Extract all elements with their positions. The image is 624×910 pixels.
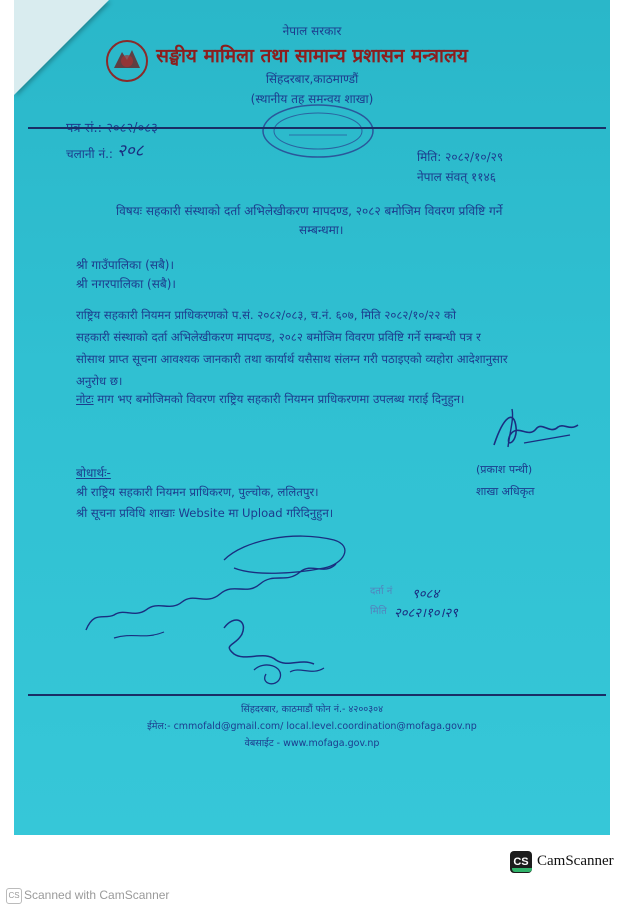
scanned-letter — [14, 0, 610, 835]
signatory-title: शाखा अधिकृत — [476, 485, 535, 498]
government-heading: नेपाल सरकार — [282, 24, 342, 38]
body-line-1: राष्ट्रिय सहकारी नियमन प्राधिकरणको प.सं. २०८२/०८३, च.नं. ६०७, मिति २०८२/१०/२२ को — [76, 308, 456, 322]
note-label: नोटः — [76, 392, 94, 406]
body-line-4: अनुरोध छ। — [76, 374, 123, 388]
addressee-municipal: श्री नगरपालिका (सबै)। — [76, 277, 176, 291]
dispatch-number-handwritten: २०८ — [117, 141, 144, 161]
received-stamp-label: दर्ता नं — [370, 586, 393, 597]
footer-rule — [28, 694, 606, 696]
office-seal-stamp — [259, 102, 377, 160]
handwritten-initials — [204, 610, 344, 690]
addressee-rural: श्री गाउँपालिका (सबै)। — [76, 258, 175, 272]
footer-email: ईमेल:- cmmofald@gmail.com/ local.level.coordination@mofaga.gov.np — [147, 721, 477, 732]
footer-website: वेबसाईट - www.mofaga.gov.np — [244, 738, 380, 749]
received-stamp-number: ९०८४ — [412, 587, 440, 602]
signatory-name: (प्रकाश पन्थी) — [476, 463, 533, 476]
branch-name: (स्थानीय तह समन्वय शाखा) — [250, 92, 374, 106]
camscanner-logo-bar — [512, 868, 532, 872]
nepal-sambat: नेपाल संवत् ११४६ — [417, 170, 496, 184]
camscanner-footer-text: Scanned with CamScanner — [24, 888, 170, 902]
note — [76, 392, 464, 407]
note-text: माग भए बमोजिमको विवरण राष्ट्रिय सहकारी नियमन प्राधिकरणमा उपलब्ध गराई दिनुहुन। — [93, 392, 465, 406]
cc-label: बोधार्थः- — [76, 466, 111, 480]
body-line-2: सहकारी संस्थाको दर्ता अभिलेखीकरण मापदण्ड, २०८२ बमोजिम विवरण प्रविष्टि गर्ने सम्बन्धी पत्र र — [76, 330, 481, 344]
letter-date: मिति: २०८२/१०/२९ — [417, 150, 504, 164]
camscanner-small-icon: CS — [6, 888, 22, 904]
cc-line-2: श्री सूचना प्रविधि शाखाः Website मा Upload गरिदिनुहुन। — [76, 506, 334, 520]
received-stamp-date: २०८२।१०।२९ — [394, 606, 458, 621]
camscanner-brand: CamScanner — [537, 853, 614, 869]
officer-signature — [484, 405, 584, 457]
camscanner-logo-icon: CS — [510, 851, 532, 873]
header-rule — [28, 127, 606, 129]
received-stamp-date-label: मिति — [370, 606, 387, 617]
cc-line-1: श्री राष्ट्रिय सहकारी नियमन प्राधिकरण, पुल्चोक, ललितपुर। — [76, 485, 319, 499]
footer-address: सिंहदरबार, काठमाडौं फोन नं.- ४२००३०४ — [240, 704, 384, 715]
dispatch-label: चलानी नं.: — [66, 147, 113, 161]
ministry-heading: सङ्घीय मामिला तथा सामान्य प्रशासन मन्त्रालय — [156, 45, 468, 67]
subject-line-1: विषयः सहकारी संस्थाको दर्ता अभिलेखीकरण मापदण्ड, २०८२ बमोजिम विवरण प्रविष्टि गर्ने — [116, 204, 503, 218]
ministry-location: सिंहदरबार,काठमाण्डौं — [265, 72, 359, 86]
body-line-3: सोसाथ प्राप्त सूचना आवश्यक जानकारी तथा कार्यार्थ यसैसाथ संलग्न गरी पठाइएको व्यहोरा आदेशानुसार — [76, 352, 508, 366]
subject-line-2: सम्बन्धमा। — [299, 223, 344, 237]
